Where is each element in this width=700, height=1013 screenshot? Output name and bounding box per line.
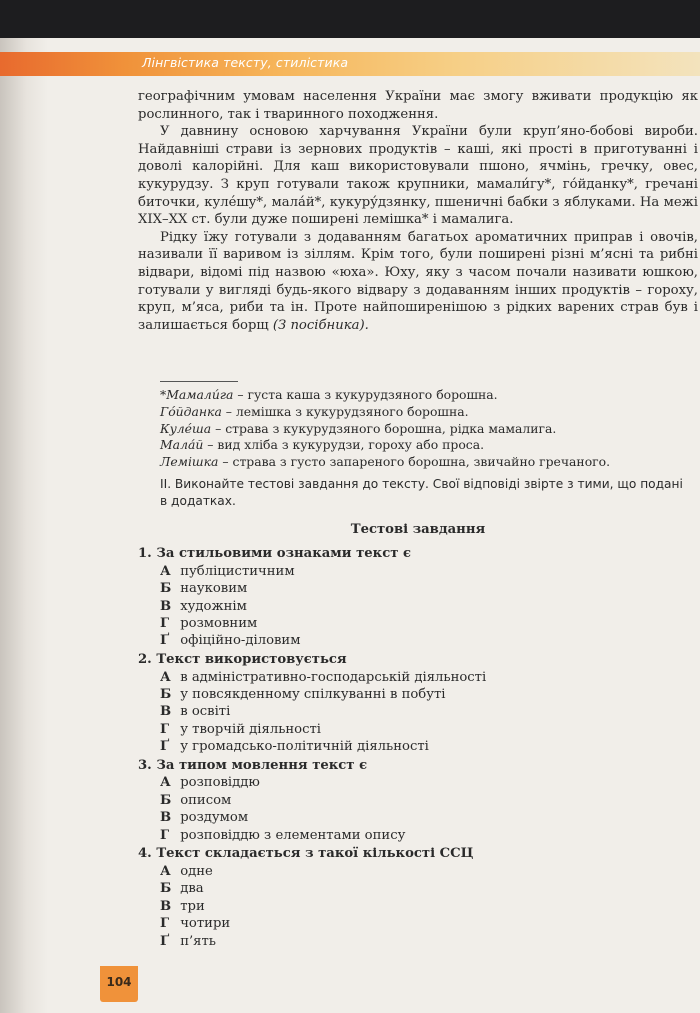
option-text: художнім bbox=[180, 598, 247, 614]
option-text: у громадсько-політичній діяльності bbox=[180, 739, 429, 755]
footnote-term: Мала́й bbox=[160, 437, 204, 453]
option-letter: Б bbox=[160, 792, 172, 808]
footnote-definition: – вид хліба з кукурудзи, гороху або проса. bbox=[203, 437, 485, 453]
option-letter: Г bbox=[160, 721, 170, 737]
source-note: (З посібника). bbox=[272, 317, 369, 333]
option-text: чотири bbox=[180, 916, 231, 932]
option-letter: А bbox=[160, 775, 171, 791]
test-questions bbox=[138, 545, 698, 951]
answer-option bbox=[138, 632, 698, 649]
question-title: 4. Текст складається з такої кількості ССЦ bbox=[138, 846, 474, 862]
option-text: розмовним bbox=[180, 616, 258, 632]
footnote-divider bbox=[160, 381, 238, 382]
option-text: науковим bbox=[180, 581, 248, 597]
answer-option bbox=[138, 933, 698, 950]
option-text: розповіддю bbox=[180, 775, 260, 791]
option-letter: Ґ bbox=[160, 933, 170, 949]
option-text: два bbox=[180, 881, 204, 897]
option-text: у творчій діяльності bbox=[180, 721, 322, 737]
question-title: 3. За типом мовлення текст є bbox=[138, 757, 368, 773]
answer-option bbox=[138, 774, 698, 791]
footnote-term: Кулéша bbox=[160, 420, 212, 436]
option-letter: В bbox=[160, 810, 172, 826]
option-text: описом bbox=[180, 792, 232, 808]
option-letter: А bbox=[160, 669, 171, 685]
footnote-term: *Мамали́га bbox=[160, 387, 234, 402]
footnote bbox=[160, 404, 680, 421]
answer-option bbox=[138, 686, 698, 703]
option-text: три bbox=[180, 898, 205, 914]
option-letter: А bbox=[160, 863, 171, 879]
answer-option bbox=[138, 827, 698, 844]
footnote-definition: – страва з густо запареного борошна, звичайно гречаного. bbox=[218, 454, 611, 470]
answer-option bbox=[138, 898, 698, 915]
section-title: Лінгвістика тексту, стилістика bbox=[142, 55, 349, 70]
option-text: роздумом bbox=[180, 810, 249, 826]
footnote-term: Лемішка bbox=[160, 454, 219, 470]
option-letter: Ґ bbox=[160, 633, 170, 649]
question bbox=[138, 545, 698, 650]
answer-option bbox=[138, 880, 698, 897]
page-number: 104 bbox=[106, 975, 132, 989]
option-text: в освіті bbox=[180, 704, 231, 720]
footnote bbox=[160, 437, 680, 454]
option-letter: Г bbox=[160, 616, 170, 632]
question bbox=[138, 651, 698, 756]
option-letter: Г bbox=[160, 916, 170, 932]
option-letter: А bbox=[160, 563, 171, 579]
answer-option bbox=[138, 703, 698, 720]
section-header-band bbox=[0, 52, 700, 76]
paragraph-text: Рідку їжу готували з додаванням багатьох ароматичних приправ і овочів, називали її варивом із зіллям. Крім того, були поширені різні м’ясні та рибні відвари, відомі під назвою «юха». Юху, яку з часом почали називати юшкою, готували у вигляді будь-якого відвару з додаванням інших продуктів – гороху, круп, м’яса, риби та ін. Проте найпоширенішою з рідких варених страв був і залишається борщ bbox=[138, 229, 698, 333]
option-text: публіцистичним bbox=[180, 563, 295, 579]
option-letter: Б bbox=[160, 881, 172, 897]
option-text: розповіддю з елементами опису bbox=[180, 827, 406, 843]
option-text: п’ять bbox=[180, 933, 216, 949]
task-instruction: ІІ. Виконайте тестові завдання до тексту. Свої відповіді звірте з тими, що подані в додатках. bbox=[160, 477, 683, 508]
answer-option bbox=[138, 580, 698, 597]
question-title: 2. Текст використовується bbox=[138, 651, 347, 667]
question bbox=[138, 845, 698, 950]
answer-option bbox=[138, 738, 698, 755]
option-text: офіційно-діловим bbox=[180, 633, 301, 649]
book-spine-shadow bbox=[0, 38, 48, 1013]
option-letter: Г bbox=[160, 827, 170, 843]
option-text: у повсякденному спілкуванні в побуті bbox=[180, 687, 446, 703]
footnote bbox=[160, 421, 680, 438]
option-letter: В bbox=[160, 898, 172, 914]
option-letter: Ґ bbox=[160, 739, 170, 755]
option-text: одне bbox=[180, 863, 213, 879]
footnote bbox=[160, 387, 680, 404]
option-letter: В bbox=[160, 598, 172, 614]
paragraph: У давнину основою харчування України були круп’яно-бобові вироби. Найдавніші страви із зернових продуктів – каші, які прості в приготуванні і доволі калорійні. Для каш використовували пшоно, ячмінь, гречку, овес, кукурудзу. З круп готували також крупники, мамали́гу*, го́йданку*, гречані биточки, кулéшу*, мала́й*, кукуру́дзянку, пшеничні бабки з яблуками. На межі XIX–XX ст. були дуже поширені лемішка* і мамалига. bbox=[138, 124, 698, 228]
question bbox=[138, 757, 698, 844]
test-title: Тестові завдання bbox=[350, 522, 486, 537]
question-title: 1. За стильовими ознаками текст є bbox=[138, 546, 412, 561]
paragraph: географічним умовам населення України має змогу вживати продукцію як рослинного, так і тваринного походження. bbox=[138, 89, 698, 122]
answer-option bbox=[138, 792, 698, 809]
answer-option bbox=[138, 615, 698, 632]
option-letter: Б bbox=[160, 581, 172, 597]
answer-option bbox=[138, 863, 698, 880]
footnote bbox=[160, 454, 680, 471]
footnote-definition: – густа каша з кукурудзяного борошна. bbox=[233, 387, 498, 402]
option-letter: Б bbox=[160, 687, 172, 703]
main-text bbox=[138, 88, 698, 334]
footnote-definition: – страва з кукурудзяного борошна, рідка мамалига. bbox=[211, 420, 557, 436]
footnote-term: Гóйданка bbox=[160, 403, 222, 419]
footnotes bbox=[160, 387, 680, 471]
answer-option bbox=[138, 809, 698, 826]
answer-option bbox=[138, 563, 698, 580]
answer-option bbox=[138, 915, 698, 932]
paragraph bbox=[138, 229, 698, 335]
answer-option bbox=[138, 669, 698, 686]
option-text: в адміністративно-господарській діяльності bbox=[180, 669, 487, 685]
answer-option bbox=[138, 721, 698, 738]
option-letter: В bbox=[160, 704, 172, 720]
footnote-definition: – лемішка з кукурудзяного борошна. bbox=[221, 403, 469, 419]
answer-option bbox=[138, 598, 698, 615]
